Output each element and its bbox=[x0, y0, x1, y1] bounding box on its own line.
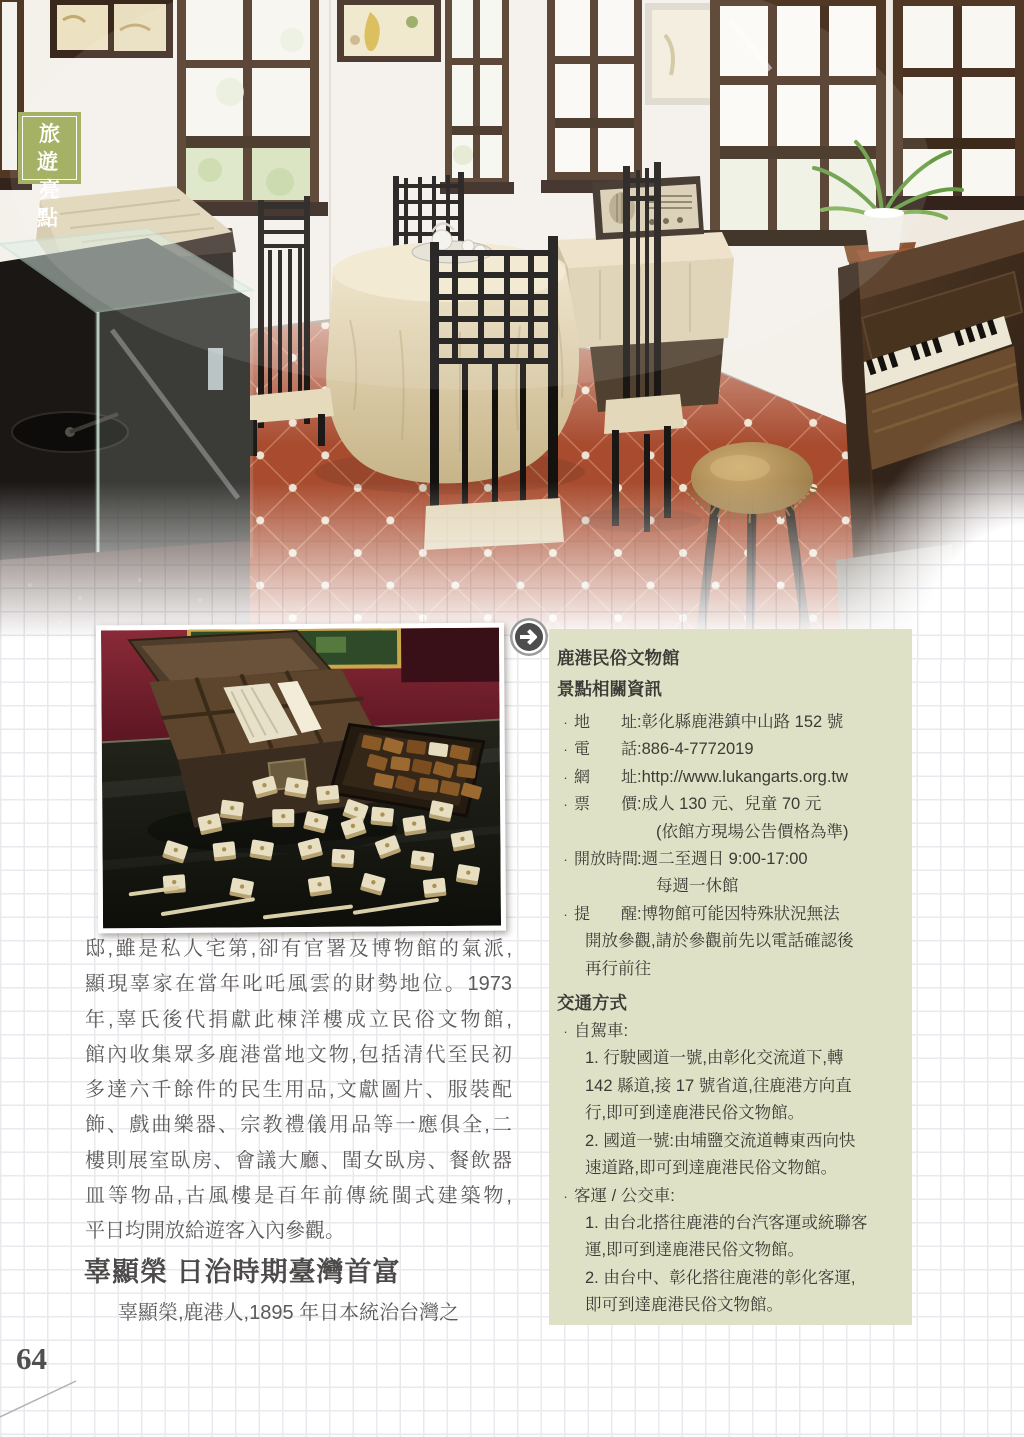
bullet: · bbox=[563, 715, 568, 730]
article-heading: 辜顯榮 日治時期臺灣首富 bbox=[84, 1257, 401, 1287]
bullet: · bbox=[563, 797, 568, 813]
info-box-title: 鹿港民俗文物館 bbox=[557, 648, 680, 668]
transport-group bbox=[557, 1018, 902, 1045]
travel-highlight-badge bbox=[18, 112, 81, 230]
info-row-continuation: (依館方現場公告價格為準) bbox=[656, 822, 849, 841]
info-label: 網址 bbox=[574, 768, 637, 786]
article-paragraph2: 辜顯榮,鹿港人,1895 年日本統治台灣之 bbox=[118, 1302, 460, 1324]
info-row bbox=[557, 764, 902, 791]
corner-decorative-line bbox=[0, 1375, 110, 1425]
bullet: · bbox=[563, 1024, 568, 1040]
paragraph-line: 年,辜氏後代捐獻此棟洋樓成立民俗文物館, bbox=[85, 1008, 512, 1031]
info-row bbox=[557, 709, 902, 736]
transport-line: 2. 國道一號:由埔鹽交流道轉東西向快 bbox=[585, 1131, 856, 1150]
transport-line: 1. 由台北搭往鹿港的台汽客運或統聯客 bbox=[585, 1213, 868, 1232]
paragraph-line: 樓則展室臥房、會議大廳、閨女臥房、餐飲器 bbox=[85, 1149, 512, 1172]
page-number: 64 bbox=[16, 1341, 47, 1376]
info-value: 週二至週日 9:00-17:00 bbox=[641, 850, 808, 869]
paragraph-line: 多達六千餘件的民生用品,文獻圖片、服裝配 bbox=[85, 1079, 512, 1102]
bullet: · bbox=[563, 852, 568, 868]
bullet: · bbox=[563, 769, 568, 785]
info-label: 開放時間 bbox=[574, 851, 639, 869]
photo-fade-grid bbox=[820, 380, 1024, 662]
paragraph-line: 平日均開放給遊客入內參觀。 bbox=[85, 1220, 345, 1243]
transport-line: 速道路,即可到達鹿港民俗文物館。 bbox=[585, 1159, 838, 1178]
transport-line: 1. 行駛國道一號,由彰化交流道下,轉 bbox=[585, 1049, 844, 1068]
info-row-continuation: 開放參觀,請於參觀前先以電話確認後 bbox=[585, 932, 854, 951]
info-colon: : bbox=[637, 713, 642, 731]
mahjong-artifacts-illustration bbox=[101, 628, 501, 929]
info-row-continuation: 再行前往 bbox=[585, 959, 651, 978]
info-row bbox=[557, 736, 902, 763]
transport-line: 運,即可到達鹿港民俗文物館。 bbox=[585, 1241, 805, 1260]
info-items bbox=[557, 709, 902, 983]
info-row bbox=[557, 846, 902, 873]
transport-label: 客運 / 公交車: bbox=[574, 1186, 675, 1205]
paragraph-line: 顯現辜家在當年叱吒風雲的財勢地位。1973 bbox=[85, 973, 512, 996]
transport-line: 行,即可到達鹿港民俗文物館。 bbox=[585, 1104, 805, 1123]
transport-line: 142 縣道,接 17 號省道,往鹿港方向直 bbox=[585, 1076, 852, 1095]
article-paragraph bbox=[85, 932, 512, 1250]
bullet: · bbox=[563, 1188, 568, 1204]
paragraph-line: 皿等物品,古風樓是百年前傳統閩式建築物, bbox=[85, 1185, 512, 1208]
info-row bbox=[557, 901, 902, 928]
info-row bbox=[557, 791, 902, 818]
transport-line: 即可到達鹿港民俗文物館。 bbox=[585, 1296, 783, 1315]
transport-items bbox=[557, 1018, 902, 1319]
paragraph-line: 飾、戲曲樂器、宗教禮儀用品等一應俱全,二 bbox=[85, 1114, 512, 1137]
paragraph-line: 邸,雖是私人宅第,卻有官署及博物館的氣派, bbox=[85, 938, 512, 960]
badge-line1: 旅遊 bbox=[37, 123, 64, 174]
info-value: 彰化縣鹿港鎮中山路 152 號 bbox=[641, 713, 844, 731]
transport-heading: 交通方式 bbox=[557, 993, 627, 1014]
info-colon: : bbox=[637, 850, 642, 869]
travel-highlight-badge-inner bbox=[22, 116, 77, 230]
info-colon: : bbox=[637, 795, 642, 814]
transport-group bbox=[557, 1183, 902, 1210]
transport-line: 2. 由台中、彰化搭往鹿港的彰化客運, bbox=[585, 1268, 856, 1287]
badge-line2: 亮點 bbox=[37, 179, 64, 230]
paragraph-line: 館內收集眾多鹿港當地文物,包括清代至民初 bbox=[85, 1043, 512, 1066]
info-label: 票價 bbox=[574, 796, 637, 814]
transport-label: 自駕車: bbox=[574, 1022, 629, 1041]
info-box bbox=[549, 629, 912, 1325]
info-colon: : bbox=[637, 904, 642, 923]
artifact-photo bbox=[96, 623, 506, 934]
info-value: http://www.lukangarts.org.tw bbox=[641, 767, 848, 786]
bullet: · bbox=[563, 906, 568, 922]
info-value: 成人 130 元、兒童 70 元 bbox=[641, 795, 822, 814]
bullet: · bbox=[563, 742, 568, 758]
info-label: 提醒 bbox=[574, 905, 637, 923]
info-colon: : bbox=[637, 740, 642, 759]
info-value: 886-4-7772019 bbox=[641, 740, 754, 759]
info-value: 博物館可能因特殊狀況無法 bbox=[641, 904, 840, 923]
info-row-continuation: 每週一休館 bbox=[656, 877, 739, 896]
arrow-icon bbox=[509, 617, 549, 657]
info-colon: : bbox=[637, 767, 642, 786]
info-label: 電話 bbox=[574, 741, 637, 759]
info-label: 地址 bbox=[574, 714, 637, 731]
info-box-subtitle: 景點相關資訊 bbox=[557, 679, 662, 699]
